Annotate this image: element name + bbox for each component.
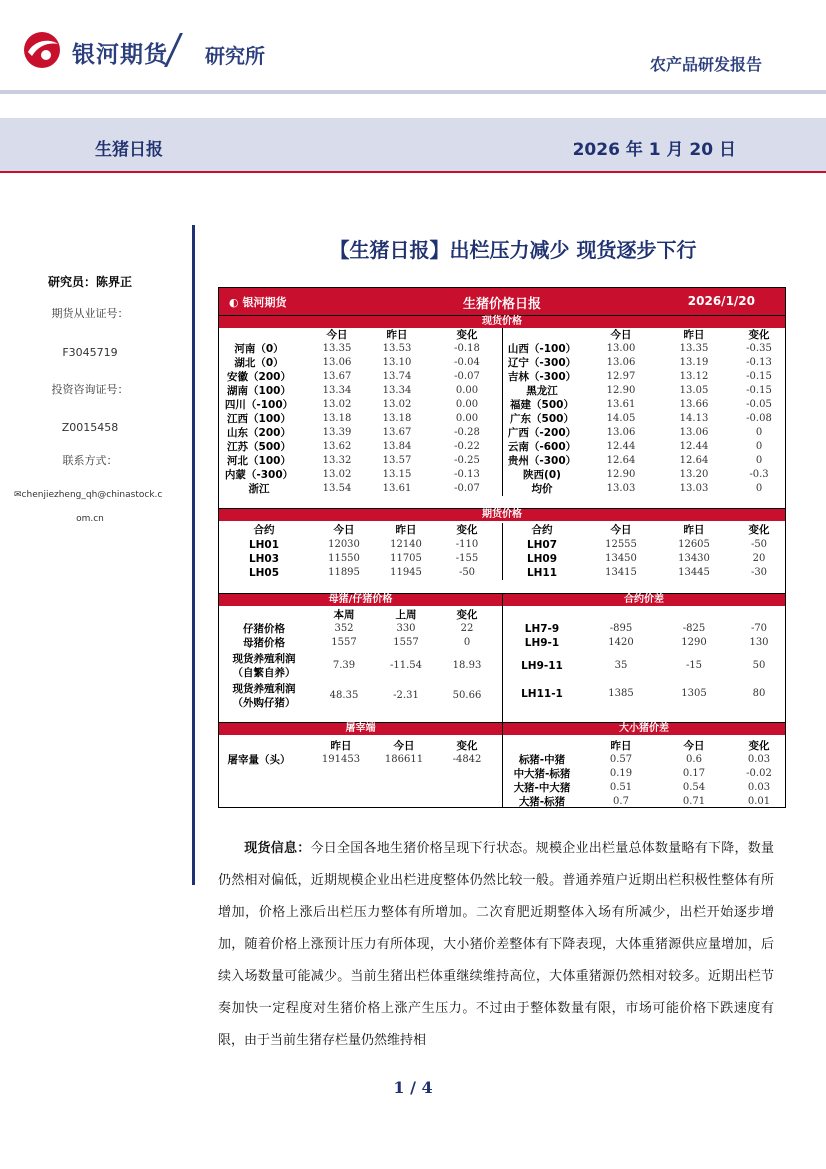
spot-region-right: 云南（-600） <box>507 441 577 453</box>
spot-region-right: 广西（-200） <box>507 427 577 439</box>
size-cell: 大猪-标猪 <box>518 796 566 808</box>
spot-change-right: 0 <box>755 483 763 494</box>
spot-change-left: -0.07 <box>454 371 480 382</box>
spot-change-right: -0.13 <box>746 357 772 368</box>
futures-mid-divider <box>502 523 503 580</box>
spot-yesterday-left: 13.10 <box>382 357 412 368</box>
spot-region-right: 均价 <box>531 483 553 495</box>
brand-name: 银河期货 <box>72 42 168 68</box>
spot-change-left: 0.00 <box>455 385 479 396</box>
spot-region-right: 辽宁（-300） <box>507 357 577 369</box>
sow-value: 1557 <box>393 637 419 648</box>
spot-col-header-right: 昨日 <box>683 329 705 341</box>
futures-cell-right: 13415 <box>605 567 637 578</box>
spot-col-header-right: 变化 <box>748 329 770 341</box>
slaughter-col-header: 今日 <box>393 740 415 752</box>
spot-today-left: 13.62 <box>322 441 352 452</box>
futures-cell-right: 12555 <box>605 539 637 550</box>
spot-yesterday-right: 12.64 <box>679 455 709 466</box>
slaughter-section-bar: 屠宰端 <box>219 723 502 735</box>
sow-value: 1557 <box>331 637 357 648</box>
spread-cell: 35 <box>614 660 628 671</box>
title-band <box>0 118 826 172</box>
size-cell: -0.02 <box>746 768 772 779</box>
futures-cell-right: 13450 <box>605 553 637 564</box>
sow-value: 0 <box>463 637 471 648</box>
spot-section-bar: 现货价格 <box>219 316 785 328</box>
galaxy-small-logo-icon: ◐ <box>229 296 239 309</box>
futures-col-header-right: 今日 <box>610 524 632 536</box>
spot-region-left: 内蒙（-300） <box>224 469 294 481</box>
header-divider <box>0 90 826 94</box>
slaughter-col-header: 变化 <box>456 740 478 752</box>
futures-cell-left: 11945 <box>390 567 422 578</box>
spot-change-left: -0.25 <box>454 455 480 466</box>
spot-today-right: 12.64 <box>606 455 636 466</box>
spot-change-right: -0.08 <box>746 413 772 424</box>
sow-label: 母猪价格 <box>243 637 285 649</box>
futures-cell-left: LH01 <box>248 539 280 551</box>
sow-label: 现货养殖利润 <box>232 683 296 695</box>
slaughter-col-header: 昨日 <box>330 740 352 752</box>
spot-yesterday-right: 13.66 <box>679 399 709 410</box>
document-title: 【生猪日报】出栏压力减少 现货逐步下行 <box>329 238 697 262</box>
spot-today-right: 13.00 <box>606 343 636 354</box>
futures-cell-right: -30 <box>750 567 768 578</box>
spot-today-right: 12.90 <box>606 469 636 480</box>
spot-mid-divider <box>502 328 503 496</box>
spot-today-right: 14.05 <box>606 413 636 424</box>
size-col-header: 变化 <box>748 740 770 752</box>
spot-region-left: 河北（100） <box>227 455 291 467</box>
galaxy-logo-icon <box>22 30 62 70</box>
spot-region-left: 湖南（100） <box>227 385 291 397</box>
spot-today-left: 13.34 <box>322 385 352 396</box>
mail-icon: ✉ <box>14 490 22 500</box>
spot-today-right: 12.90 <box>606 385 636 396</box>
sow-section-bar: 母猪/仔猪价格 <box>219 594 502 606</box>
slaughter-label: 屠宰量（头） <box>227 754 291 766</box>
contact-label: 联系方式： <box>62 454 118 467</box>
spot-yesterday-right: 13.03 <box>679 483 709 494</box>
band-title: 生猪日报 <box>95 140 163 160</box>
sow-col-header: 本周 <box>333 609 355 621</box>
size-cell: 0.54 <box>682 782 706 793</box>
spot-change-left: -0.04 <box>454 357 480 368</box>
table-title: 生猪价格日报 <box>462 297 541 312</box>
spot-yesterday-right: 13.20 <box>679 469 709 480</box>
spot-change-right: -0.35 <box>746 343 772 354</box>
futures-cell-left: LH03 <box>248 553 280 565</box>
spread-cell: 130 <box>749 637 769 648</box>
spot-region-left: 河南（0） <box>234 343 284 355</box>
spot-yesterday-right: 13.19 <box>679 357 709 368</box>
spot-col-header-left: 昨日 <box>386 329 408 341</box>
size-cell: 0.03 <box>747 782 771 793</box>
spot-yesterday-right: 13.35 <box>679 343 709 354</box>
spot-today-right: 12.44 <box>606 441 636 452</box>
spot-yesterday-right: 13.06 <box>679 427 709 438</box>
sow-value: 352 <box>334 623 354 634</box>
sow-value: 7.39 <box>332 660 356 671</box>
report-type: 农产品研发报告 <box>649 55 762 74</box>
spot-change-right: 0 <box>755 427 763 438</box>
spot-region-right: 陕西(0) <box>523 469 561 481</box>
spot-today-left: 13.39 <box>322 427 352 438</box>
license-number: F3045719 <box>62 346 118 359</box>
spot-yesterday-right: 13.12 <box>679 371 709 382</box>
spread-cell: 1290 <box>681 637 707 648</box>
researcher: 研究员：陈界正 <box>47 275 132 289</box>
spread-cell: LH9-1 <box>524 637 560 649</box>
spot-col-header-left: 今日 <box>326 329 348 341</box>
spot-region-left: 湖北（0） <box>234 357 284 369</box>
spot-region-right: 广东（500） <box>510 413 574 425</box>
consult-label: 投资咨询证号： <box>51 383 129 396</box>
spot-today-right: 12.97 <box>606 371 636 382</box>
dept-name: 研究所 <box>205 44 265 68</box>
spot-region-left: 江苏（500） <box>227 441 291 453</box>
spot-yesterday-right: 13.05 <box>679 385 709 396</box>
slaughter-value: 191453 <box>321 754 361 765</box>
spot-yesterday-right: 12.44 <box>679 441 709 452</box>
sow-col-header: 变化 <box>456 609 478 621</box>
spot-change-left: -0.07 <box>454 483 480 494</box>
spot-change-left: -0.28 <box>454 427 480 438</box>
spot-region-left: 山东（200） <box>227 427 291 439</box>
futures-cell-left: -50 <box>458 567 476 578</box>
futures-cell-right: 20 <box>752 553 766 564</box>
spot-yesterday-left: 13.18 <box>382 413 412 424</box>
spot-yesterday-left: 13.67 <box>382 427 412 438</box>
spot-change-left: 0.00 <box>455 413 479 424</box>
spot-change-left: -0.22 <box>454 441 480 452</box>
spot-region-right: 吉林（-300） <box>507 371 577 383</box>
size-cell: 0.19 <box>609 768 633 779</box>
size-cell: 0.51 <box>609 782 633 793</box>
spot-today-left: 13.35 <box>322 343 352 354</box>
spot-region-right: 山西（-100） <box>507 343 577 355</box>
futures-cell-left: 11705 <box>390 553 422 564</box>
spot-region-left: 江西（100） <box>227 413 291 425</box>
size-cell: 0.71 <box>682 796 706 807</box>
futures-cell-left: -155 <box>455 553 479 564</box>
spread-cell: 80 <box>752 688 766 699</box>
spread-cell: LH7-9 <box>524 623 560 635</box>
size-cell: 中大猪-标猪 <box>513 768 571 780</box>
futures-cell-left: LH05 <box>248 567 280 579</box>
futures-cell-right: LH07 <box>526 539 558 551</box>
size-cell: 0.6 <box>686 754 702 765</box>
futures-section-bar: 期货价格 <box>219 509 785 521</box>
band-date: 2026 年 1 月 20 日 <box>572 140 736 160</box>
spot-change-right: -0.05 <box>746 399 772 410</box>
page-number: 1 / 4 <box>393 1078 433 1097</box>
page-header <box>0 0 826 100</box>
futures-cell-left: -110 <box>455 539 479 550</box>
futures-cell-right: 12605 <box>678 539 710 550</box>
futures-cell-right: 13445 <box>678 567 710 578</box>
futures-col-header-right: 合约 <box>531 524 553 536</box>
sow-value: -11.54 <box>389 660 422 671</box>
spread-cell: 1420 <box>608 637 634 648</box>
spot-today-left: 13.02 <box>322 399 352 410</box>
size-col-header: 今日 <box>683 740 705 752</box>
spot-today-left: 13.32 <box>322 455 352 466</box>
futures-col-header-left: 昨日 <box>395 524 417 536</box>
sow-value: 50.66 <box>452 690 482 701</box>
spot-col-header-left: 变化 <box>456 329 478 341</box>
futures-col-header-right: 变化 <box>748 524 770 536</box>
spot-today-left: 13.54 <box>322 483 352 494</box>
futures-col-header-left: 今日 <box>333 524 355 536</box>
sow-col-header: 上周 <box>395 609 417 621</box>
spot-region-left: 四川（-100） <box>224 399 294 411</box>
futures-cell-left: 12030 <box>328 539 360 550</box>
futures-col-header-right: 昨日 <box>683 524 705 536</box>
size-cell: 0.01 <box>747 796 771 807</box>
spread-cell: LH9-11 <box>521 660 563 672</box>
spot-change-right: 0 <box>755 455 763 466</box>
sow-value: 48.35 <box>329 690 359 701</box>
spread-cell: -825 <box>682 623 706 634</box>
futures-cell-right: LH11 <box>526 567 558 579</box>
spot-yesterday-left: 13.34 <box>382 385 412 396</box>
spot-info-text: 今日全国各地生猪价格呈现下行状态。规模企业出栏量总体数量略有下降，数量仍然相对偏低，近期规模企业出栏进度整体仍然比较一般。普通养殖户近期出栏积极性整体有所增加，价格上涨后出栏压力整体有所增加。二次育肥近期整体入场有所减少，出栏开始逐步增加，随着价格上涨预计压力有所体现，大小猪价差整体有下降表现，大体重猪源供应量增加，后续入场数量可能减少。当前生猪出栏体重继续维持高位，大体重猪源仍然相对较多。近期出栏节奏加快一定程度对生猪价格上涨产生压力。不过由于整体数量有限，市场可能价格下跌速度有限，由于当前生猪存栏量仍然维持相 <box>218 841 774 1048</box>
slaughter-value: 186611 <box>384 754 424 765</box>
spot-change-right: 0 <box>755 441 763 452</box>
sow-label: 仔猪价格 <box>243 623 285 635</box>
sow-value: 18.93 <box>452 660 482 671</box>
spot-yesterday-left: 13.84 <box>382 441 412 452</box>
futures-cell-left: 11895 <box>328 567 360 578</box>
futures-cell-right: -50 <box>750 539 768 550</box>
spot-info-paragraph <box>218 833 774 1057</box>
spot-today-left: 13.06 <box>322 357 352 368</box>
band-red-line <box>0 171 826 173</box>
table-logo: ◐ 银河期货 <box>229 296 287 309</box>
size-cell: 标猪-中猪 <box>518 754 566 766</box>
spot-region-left: 浙江 <box>248 483 270 495</box>
futures-col-header-left: 合约 <box>253 524 275 536</box>
price-table <box>218 287 786 808</box>
spot-region-right: 黑龙江 <box>526 385 558 397</box>
email-line-2[interactable]: om.cn <box>76 514 104 524</box>
spread-cell: 1305 <box>681 688 707 699</box>
sow-label: 现货养殖利润 <box>232 653 296 665</box>
email-line-1[interactable]: ✉chenjiezheng_qh@chinastock.c <box>14 490 163 500</box>
sow-value: 22 <box>460 623 474 634</box>
size-section-bar: 大小猪价差 <box>503 723 785 735</box>
sow-value: 330 <box>396 623 416 634</box>
spot-today-left: 13.18 <box>322 413 352 424</box>
spread-cell: LH11-1 <box>521 688 563 700</box>
spot-today-right: 13.06 <box>606 357 636 368</box>
spot-change-left: -0.13 <box>454 469 480 480</box>
futures-cell-left: 11550 <box>328 553 360 564</box>
spread-cell: -70 <box>750 623 768 634</box>
spot-change-right: -0.3 <box>749 469 769 480</box>
spread-cell: 50 <box>752 660 766 671</box>
spot-yesterday-left: 13.57 <box>382 455 412 466</box>
spot-region-left: 安徽（200） <box>227 371 291 383</box>
consult-number: Z0015458 <box>61 421 119 434</box>
spread-cell: -15 <box>685 660 703 671</box>
size-col-header: 昨日 <box>610 740 632 752</box>
sow-value: -2.31 <box>393 690 419 701</box>
spot-change-right: -0.15 <box>746 385 772 396</box>
spot-yesterday-left: 13.61 <box>382 483 412 494</box>
futures-cell-right: 13430 <box>678 553 710 564</box>
futures-cell-right: LH09 <box>526 553 558 565</box>
size-cell: 0.17 <box>682 768 706 779</box>
sow-sublabel: （外购仔猪） <box>232 697 296 709</box>
spot-col-header-right: 今日 <box>610 329 632 341</box>
spot-today-right: 13.03 <box>606 483 636 494</box>
spot-yesterday-right: 14.13 <box>679 413 709 424</box>
spread-section-bar: 合约价差 <box>503 594 785 606</box>
sidebar-divider <box>192 225 195 885</box>
size-cell: 大猪-中大猪 <box>513 782 571 794</box>
size-cell: 0.57 <box>609 754 633 765</box>
sow-sublabel: （自繁自养） <box>232 667 296 679</box>
spot-region-right: 贵州（-300） <box>507 455 577 467</box>
spot-today-left: 13.67 <box>322 371 352 382</box>
spot-change-right: -0.15 <box>746 371 772 382</box>
spot-yesterday-left: 13.15 <box>382 469 412 480</box>
size-cell: 0.03 <box>747 754 771 765</box>
spot-today-right: 13.06 <box>606 427 636 438</box>
spot-change-left: -0.18 <box>454 343 480 354</box>
spread-cell: 1385 <box>608 688 634 699</box>
table-date: 2026/1/20 <box>687 294 755 308</box>
table-header <box>219 288 785 315</box>
spot-yesterday-left: 13.74 <box>382 371 412 382</box>
spot-yesterday-left: 13.02 <box>382 399 412 410</box>
sow-mid-divider <box>502 594 503 722</box>
spot-today-left: 13.02 <box>322 469 352 480</box>
license-label: 期货从业证号： <box>51 307 129 320</box>
spot-change-left: 0.00 <box>455 399 479 410</box>
spot-yesterday-left: 13.53 <box>382 343 412 354</box>
spot-region-right: 福建（500） <box>510 399 574 411</box>
slaughter-value: -4842 <box>452 754 482 765</box>
spread-cell: -895 <box>609 623 633 634</box>
futures-cell-left: 12140 <box>390 539 422 550</box>
size-cell: 0.7 <box>613 796 629 807</box>
spot-info-lead: 现货信息： <box>244 841 311 856</box>
spot-today-right: 13.61 <box>606 399 636 410</box>
futures-col-header-left: 变化 <box>456 524 478 536</box>
